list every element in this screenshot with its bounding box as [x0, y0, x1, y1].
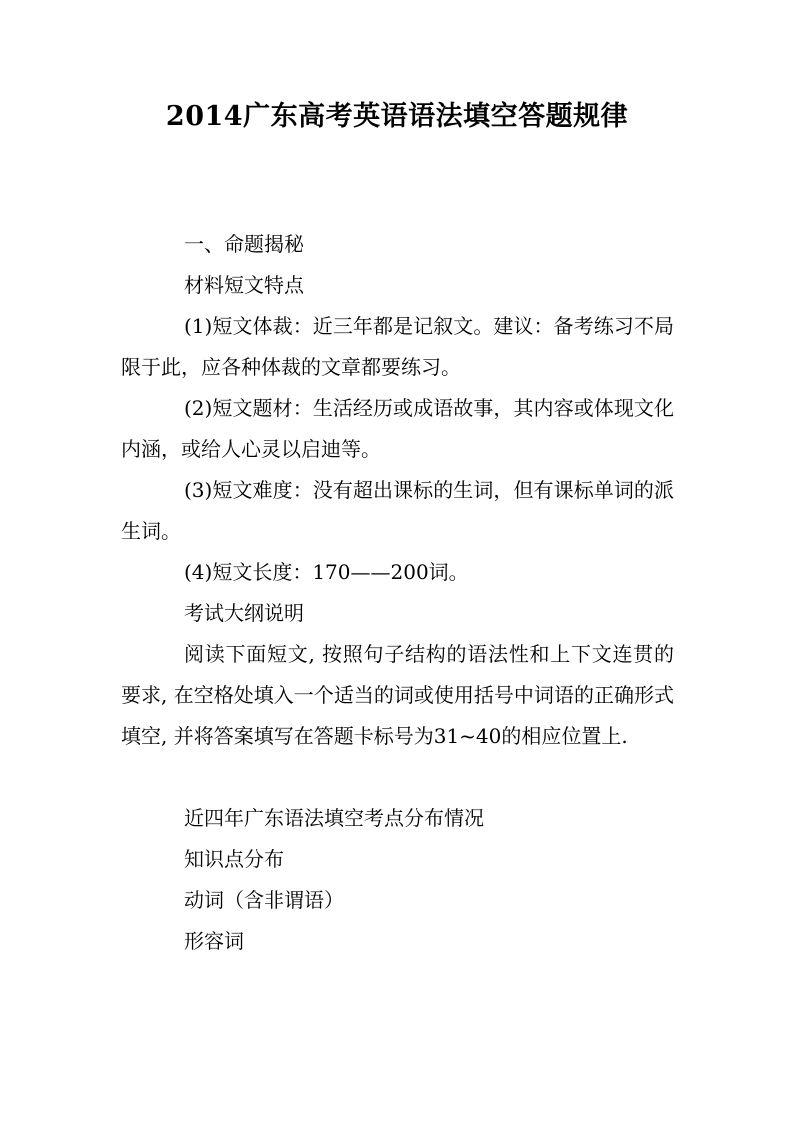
- list-item: 动词（含非谓语）: [184, 888, 344, 912]
- document-title: 2014广东高考英语语法填空答题规律: [165, 101, 629, 132]
- subheading: 考试大纲说明: [184, 601, 304, 625]
- section-heading: 一、命题揭秘: [184, 232, 304, 256]
- document-body: [121, 224, 674, 962]
- subheading: 近四年广东语法填空考点分布情况: [184, 806, 484, 830]
- paragraph: 阅读下面短文, 按照句子结构的语法性和上下文连贯的要求, 在空格处填入一个适当的词或使用括号中词语的正确形式填空, 并将答案填写在答题卡标号为31~40的相应位置上.: [121, 642, 674, 748]
- paragraph: (1)短文体裁：近三年都是记叙文。建议：备考练习不局限于此，应各种体裁的文章都要练习。: [121, 314, 674, 379]
- paragraph: (3)短文难度：没有超出课标的生词，但有课标单词的派生词。: [121, 478, 674, 543]
- list-item: 形容词: [184, 929, 244, 953]
- paragraph: (4)短文长度：170——200词。: [184, 560, 469, 584]
- blank-line: [121, 757, 674, 798]
- paragraph: (2)短文题材：生活经历或成语故事，其内容或体现文化内涵，或给人心灵以启迪等。: [121, 396, 674, 461]
- subheading: 材料短文特点: [184, 273, 304, 297]
- subheading: 知识点分布: [184, 847, 284, 871]
